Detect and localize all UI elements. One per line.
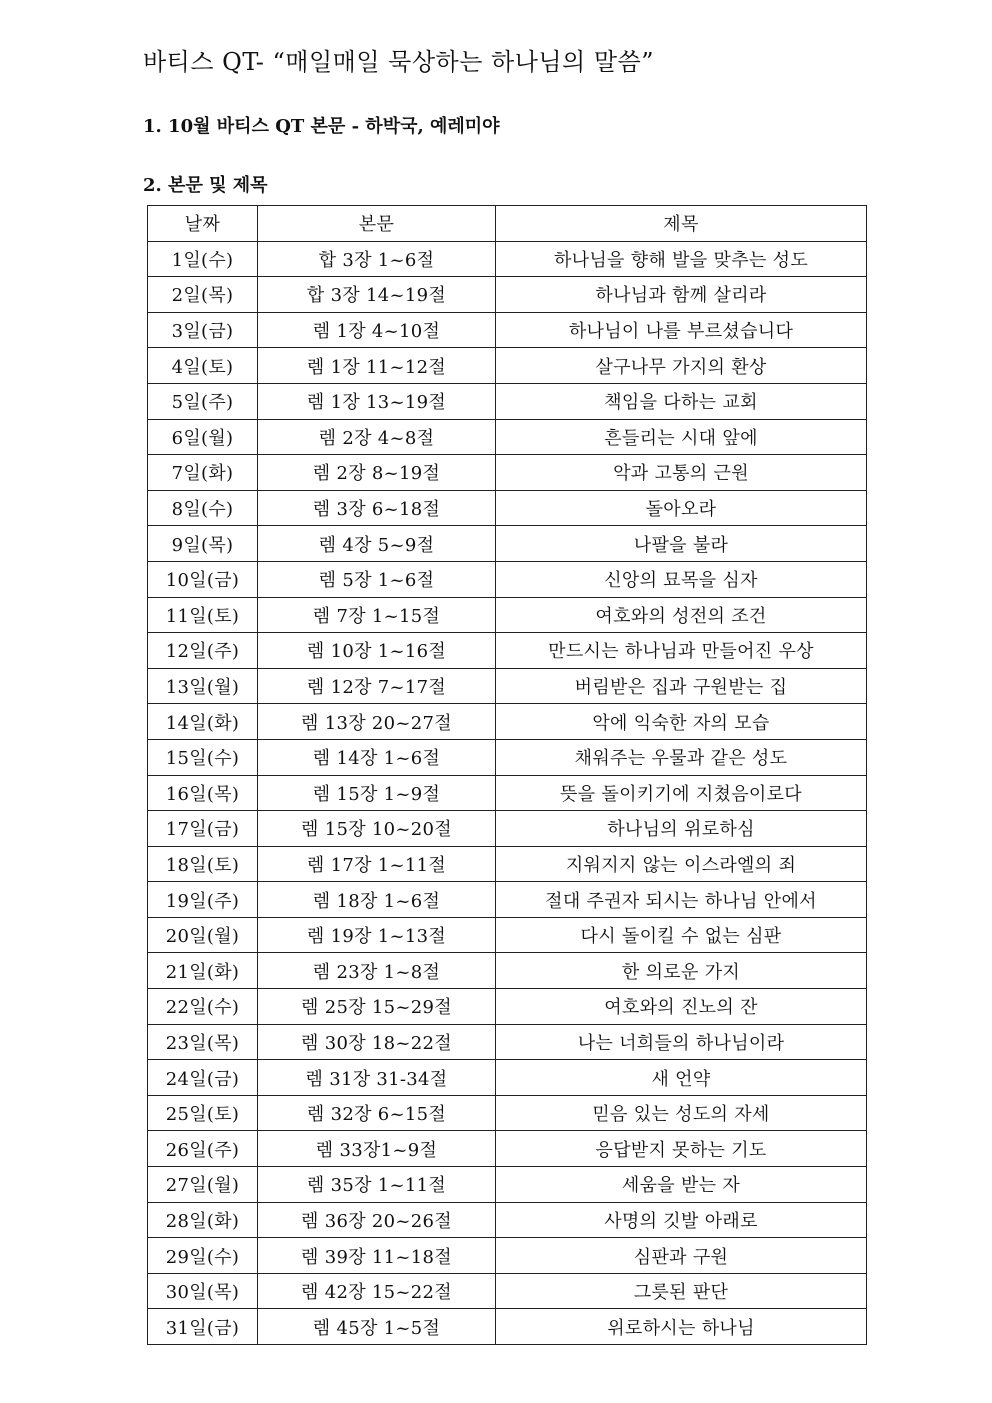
cell-date: 21일(화) <box>148 953 258 989</box>
cell-title: 그릇된 판단 <box>496 1273 867 1309</box>
cell-date: 26일(주) <box>148 1131 258 1167</box>
table-row <box>148 1309 867 1345</box>
schedule-table-body <box>148 241 867 1344</box>
cell-passage: 렘 36장 20~26절 <box>258 1202 496 1238</box>
cell-passage: 렘 15장 10~20절 <box>258 811 496 847</box>
table-row <box>148 455 867 491</box>
table-row <box>148 1131 867 1167</box>
table-row <box>148 348 867 384</box>
cell-passage: 렘 25장 15~29절 <box>258 989 496 1025</box>
table-row <box>148 1273 867 1309</box>
cell-date: 17일(금) <box>148 811 258 847</box>
cell-date: 11일(토) <box>148 597 258 633</box>
cell-title: 다시 돌이킬 수 없는 심판 <box>496 917 867 953</box>
table-row <box>148 526 867 562</box>
table-row <box>148 597 867 633</box>
cell-date: 1일(수) <box>148 241 258 277</box>
cell-passage: 렘 33장1~9절 <box>258 1131 496 1167</box>
cell-date: 13일(월) <box>148 668 258 704</box>
table-row <box>148 1024 867 1060</box>
cell-title: 사명의 깃발 아래로 <box>496 1202 867 1238</box>
cell-passage: 렘 39장 11~18절 <box>258 1238 496 1274</box>
table-row <box>148 989 867 1025</box>
cell-passage: 렘 1장 11~12절 <box>258 348 496 384</box>
cell-passage: 렘 10장 1~16절 <box>258 633 496 669</box>
cell-date: 7일(화) <box>148 455 258 491</box>
document-title: 바티스 QT- “매일매일 묵상하는 하나님의 말씀” <box>143 48 655 76</box>
table-row <box>148 1095 867 1131</box>
cell-date: 14일(화) <box>148 704 258 740</box>
cell-passage: 렘 45장 1~5절 <box>258 1309 496 1345</box>
cell-passage: 렘 15장 1~9절 <box>258 775 496 811</box>
cell-date: 29일(수) <box>148 1238 258 1274</box>
cell-date: 31일(금) <box>148 1309 258 1345</box>
cell-title: 살구나무 가지의 환상 <box>496 348 867 384</box>
cell-passage: 렘 1장 4~10절 <box>258 312 496 348</box>
table-row <box>148 241 867 277</box>
cell-passage: 렘 14장 1~6절 <box>258 739 496 775</box>
cell-passage: 렘 17장 1~11절 <box>258 846 496 882</box>
cell-date: 9일(목) <box>148 526 258 562</box>
cell-title: 위로하시는 하나님 <box>496 1309 867 1345</box>
table-row <box>148 882 867 918</box>
table-row <box>148 1238 867 1274</box>
cell-date: 5일(주) <box>148 383 258 419</box>
table-header-row <box>148 206 867 242</box>
cell-date: 8일(수) <box>148 490 258 526</box>
cell-passage: 렘 18장 1~6절 <box>258 882 496 918</box>
cell-title: 절대 주권자 되시는 하나님 안에서 <box>496 882 867 918</box>
section-heading-1: 1. 10월 바티스 QT 본문 - 하박국, 예레미야 <box>143 116 500 137</box>
cell-title: 심판과 구원 <box>496 1238 867 1274</box>
cell-passage: 렘 31장 31-34절 <box>258 1060 496 1096</box>
cell-title: 여호와의 진노의 잔 <box>496 989 867 1025</box>
table-row <box>148 383 867 419</box>
table-row <box>148 846 867 882</box>
cell-title: 하나님이 나를 부르셨습니다 <box>496 312 867 348</box>
header-passage: 본문 <box>258 206 496 242</box>
cell-title: 뜻을 돌이키기에 지쳤음이로다 <box>496 775 867 811</box>
cell-title: 하나님의 위로하심 <box>496 811 867 847</box>
cell-title: 여호와의 성전의 조건 <box>496 597 867 633</box>
cell-passage: 렘 2장 4~8절 <box>258 419 496 455</box>
cell-date: 16일(목) <box>148 775 258 811</box>
cell-passage: 렘 32장 6~15절 <box>258 1095 496 1131</box>
cell-date: 30일(목) <box>148 1273 258 1309</box>
cell-date: 15일(수) <box>148 739 258 775</box>
cell-title: 악과 고통의 근원 <box>496 455 867 491</box>
cell-date: 2일(목) <box>148 277 258 313</box>
cell-title: 응답받지 못하는 기도 <box>496 1131 867 1167</box>
cell-date: 19일(주) <box>148 882 258 918</box>
cell-date: 3일(금) <box>148 312 258 348</box>
cell-passage: 렘 23장 1~8절 <box>258 953 496 989</box>
cell-date: 25일(토) <box>148 1095 258 1131</box>
cell-title: 하나님과 함께 살리라 <box>496 277 867 313</box>
cell-passage: 렘 7장 1~15절 <box>258 597 496 633</box>
cell-date: 27일(월) <box>148 1167 258 1203</box>
cell-title: 믿음 있는 성도의 자세 <box>496 1095 867 1131</box>
cell-date: 4일(토) <box>148 348 258 384</box>
table-row <box>148 811 867 847</box>
cell-passage: 렘 19장 1~13절 <box>258 917 496 953</box>
cell-date: 23일(목) <box>148 1024 258 1060</box>
cell-title: 만드시는 하나님과 만들어진 우상 <box>496 633 867 669</box>
table-row <box>148 561 867 597</box>
table-row <box>148 1167 867 1203</box>
cell-date: 20일(월) <box>148 917 258 953</box>
cell-title: 하나님을 향해 발을 맞추는 성도 <box>496 241 867 277</box>
cell-title: 악에 익숙한 자의 모습 <box>496 704 867 740</box>
cell-passage: 렘 42장 15~22절 <box>258 1273 496 1309</box>
section-heading-2: 2. 본문 및 제목 <box>143 175 268 196</box>
cell-passage: 렘 30장 18~22절 <box>258 1024 496 1060</box>
cell-title: 돌아오라 <box>496 490 867 526</box>
table-row <box>148 775 867 811</box>
cell-date: 28일(화) <box>148 1202 258 1238</box>
table-row <box>148 917 867 953</box>
cell-date: 12일(주) <box>148 633 258 669</box>
cell-title: 책임을 다하는 교회 <box>496 383 867 419</box>
cell-date: 6일(월) <box>148 419 258 455</box>
cell-passage: 렘 13장 20~27절 <box>258 704 496 740</box>
cell-passage: 렘 1장 13~19절 <box>258 383 496 419</box>
cell-title: 신앙의 묘목을 심자 <box>496 561 867 597</box>
cell-passage: 렘 4장 5~9절 <box>258 526 496 562</box>
cell-passage: 렘 35장 1~11절 <box>258 1167 496 1203</box>
cell-title: 세움을 받는 자 <box>496 1167 867 1203</box>
table-row <box>148 312 867 348</box>
cell-date: 18일(토) <box>148 846 258 882</box>
cell-passage: 렘 12장 7~17절 <box>258 668 496 704</box>
cell-date: 24일(금) <box>148 1060 258 1096</box>
table-row <box>148 277 867 313</box>
cell-title: 지워지지 않는 이스라엘의 죄 <box>496 846 867 882</box>
cell-title: 채워주는 우물과 같은 성도 <box>496 739 867 775</box>
table-row <box>148 1060 867 1096</box>
cell-date: 10일(금) <box>148 561 258 597</box>
header-title: 제목 <box>496 206 867 242</box>
cell-title: 새 언약 <box>496 1060 867 1096</box>
cell-title: 흔들리는 시대 앞에 <box>496 419 867 455</box>
header-date: 날짜 <box>148 206 258 242</box>
cell-passage: 렘 2장 8~19절 <box>258 455 496 491</box>
table-row <box>148 739 867 775</box>
table-row <box>148 419 867 455</box>
cell-date: 22일(수) <box>148 989 258 1025</box>
cell-passage: 렘 5장 1~6절 <box>258 561 496 597</box>
table-row <box>148 704 867 740</box>
cell-title: 한 의로운 가지 <box>496 953 867 989</box>
cell-title: 나는 너희들의 하나님이라 <box>496 1024 867 1060</box>
cell-passage: 합 3장 14~19절 <box>258 277 496 313</box>
cell-passage: 렘 3장 6~18절 <box>258 490 496 526</box>
table-row <box>148 953 867 989</box>
cell-passage: 합 3장 1~6절 <box>258 241 496 277</box>
cell-title: 버림받은 집과 구원받는 집 <box>496 668 867 704</box>
table-row <box>148 633 867 669</box>
table-row <box>148 1202 867 1238</box>
table-row <box>148 668 867 704</box>
cell-title: 나팔을 불라 <box>496 526 867 562</box>
table-row <box>148 490 867 526</box>
schedule-table <box>147 205 867 1345</box>
